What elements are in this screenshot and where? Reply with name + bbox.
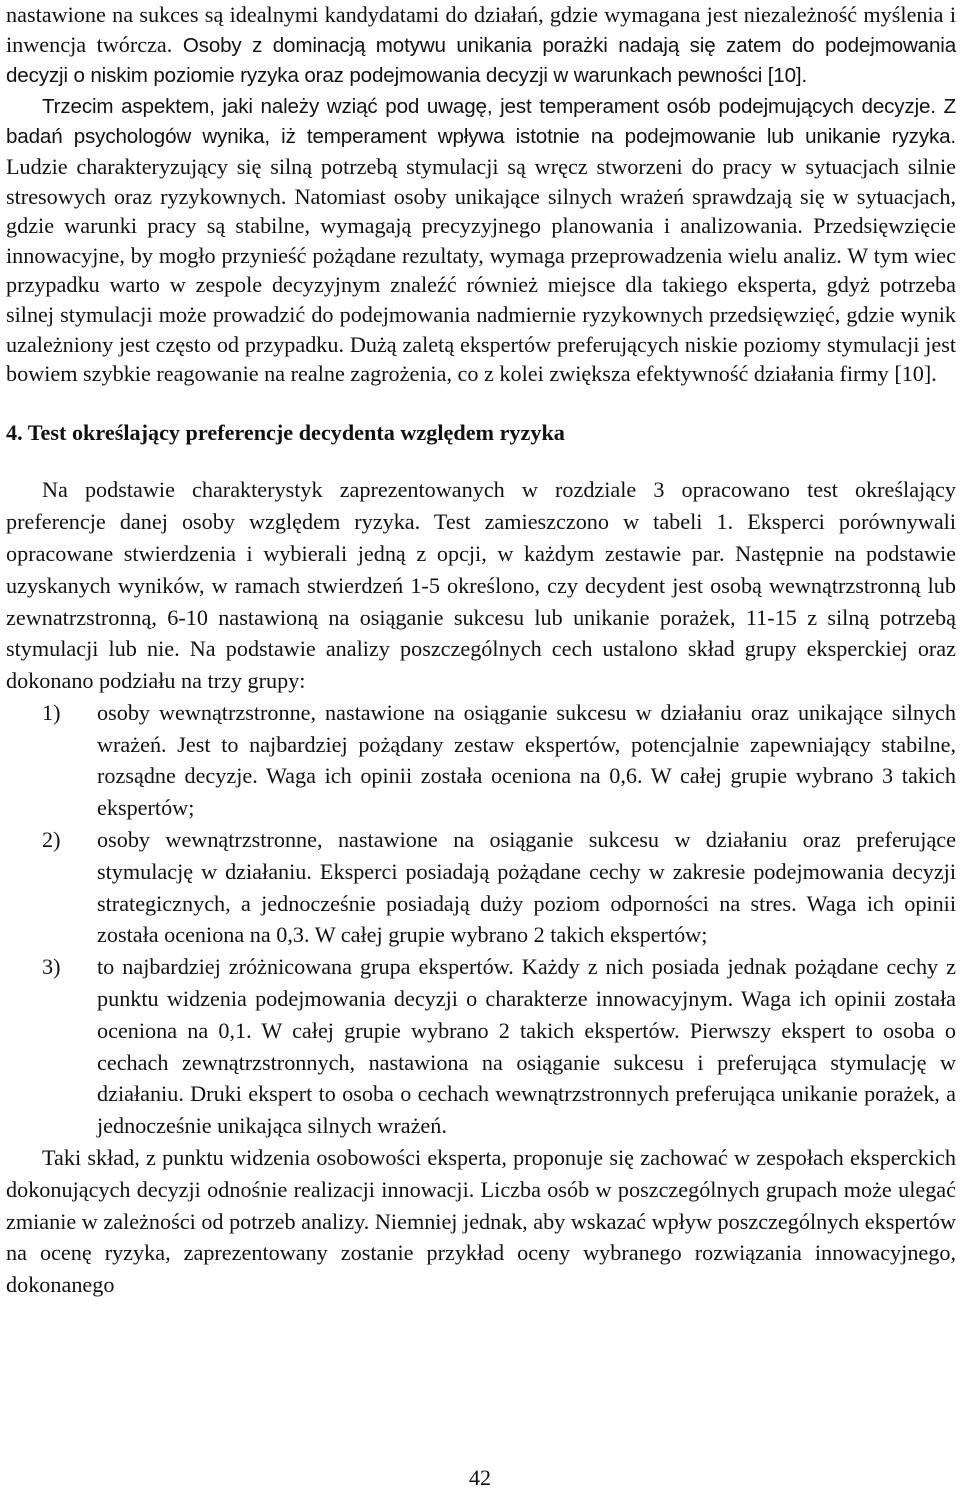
list-item-text: osoby wewnątrzstronne, nastawione na osiąganie sukcesu w działaniu oraz unikające silnych wrażeń. Jest to najbardziej pożądany zestaw ekspertów, potencjalnie zapewniający stabilne, rozsądne decyzje. Waga ich opinii została oceniona na 0,6. W całej grupie wybrano 3 takich ekspertów; — [97, 699, 956, 821]
paragraph-temperament — [6, 91, 956, 389]
list-item-marker: 2) — [42, 827, 61, 853]
paragraph-test: Na podstawie charakterystyk zaprezentowanych w rozdziale 3 opracowano test określający preferencje danej osoby względem ryzyka. Test zamieszczono w tabeli 1. Eksperci porównywali opracowane stwierdzenia i wybierali jedną z opcji, w każdym zestawie par. Następnie na podstawie uzyskanych wyników, w ramach stwierdzeń 1-5 określono, czy decydent jest osobą wewnątrzstronną lub zewnatrzstronną, 6-10 nastawioną na osiąganie sukcesu lub unikanie porażek, 11-15 z silną potrzebą stymulacji lub nie. Na podstawie analizy poszczególnych cech ustalono skład grupy eksperckiej oraz dokonano podziału na trzy grupy: — [6, 477, 956, 694]
paragraph-continuation — [6, 0, 956, 91]
document-page — [6, 0, 956, 1301]
temperament-sentence-2: Z badań psychologów wynika, iż temperament wpływa istotnie na podejmowanie lub unikanie ryzyka. — [6, 94, 956, 149]
list-item-marker: 1) — [42, 699, 61, 725]
list-item — [6, 824, 956, 951]
list-item-text: to najbardziej zróżnicowana grupa ekspertów. Każdy z nich posiada jednak pożądane cechy z punktu widzenia podejmowania decyzji o charakterze innowacyjnym. Waga ich opinii została oceniona na 0,1. W całej grupie wybrano 2 takich ekspertów. Pierwszy ekspert to osoba o cechach zewnątrzstronnych, nastawiona na osiąganie sukcesu i preferująca stymulację w działaniu. Druki ekspert to osoba o cechach wewnątrzstronnych preferująca unikanie porażek, a jednocześnie unikająca silnych wrażeń. — [97, 954, 956, 1139]
temperament-sentence-3: Ludzie charakteryzujący się silną potrzebą stymulacji są wręcz stworzeni do pracy w sytuacjach silnie stresowych oraz ryzykownych. Natomiast osoby unikające silnych wrażeń sprawdzają się w sytuacjach, gdzie warunki pracy są stabilne, wymagają precyzyjnego planowania i analizowania. Przedsięwzięcie innowacyjne, by mogło przynieść pożądane rezultaty, wymaga przeprowadzenia wielu analiz. W tym wiec przypadku warto w zespole decyzyjnym znaleźć również miejsce dla takiego eksperta, gdyż potrzeba silnej stymulacji może prowadzić do podejmowania nadmiernie ryzykownych przedsięwzięć, gdzie wynik uzależniony jest często od przypadku. Dużą zaletą ekspertów preferujących niskie poziomy stymulacji jest bowiem szybkie reagowanie na realne zagrożenia, co z kolei zwiększa efektywność działania firmy [10]. — [6, 153, 956, 387]
list-item-text: osoby wewnątrzstronne, nastawione na osiąganie sukcesu w działaniu oraz preferujące stymulację w działaniu. Eksperci posiadają pożądane cechy w zakresie podejmowania decyzji strategicznych, a jednocześnie posiadają duży poziom odporności na stres. Waga ich opinii została oceniona na 0,3. W całej grupie wybrano 2 takich ekspertów; — [97, 827, 956, 948]
list-item — [6, 697, 956, 824]
section-heading: 4. Test określający preferencje decydenta względem ryzyka — [6, 419, 565, 445]
continuation-sentence-1: nastawione na sukces są idealnymi kandydatami do działań, gdzie wymagana jest niezależność myślenia i inwencja twórcza. — [6, 2, 956, 57]
paragraph-final: Taki skład, z punktu widzenia osobowości eksperta, proponuje się zachować w zespołach eksperckich dokonujących decyzji odnośnie realizacji innowacji. Liczba osób w poszczególnych grupach może ulegać zmianie w zależności od potrzeb analizy. Niemniej jednak, aby wskazać wpływ poszczególnych ekspertów na ocenę ryzyka, zaprezentowany zostanie przykład oceny wybranego rozwiązania innowacyjnego, dokonanego — [6, 1145, 956, 1298]
temperament-sentence-1: Trzecim aspektem, jaki należy wziąć pod uwagę, jest temperament osób podejmujących decyzje. — [42, 94, 936, 118]
page-number: 42 — [469, 1465, 491, 1490]
expert-groups-list — [6, 697, 956, 1142]
continuation-sentence-2: Osoby z dominacją motywu unikania porażki nadają się zatem do podejmowania decyzji o niskim poziomie ryzyka oraz podejmowania decyzji w warunkach pewności [10]. — [6, 33, 956, 88]
list-item — [6, 951, 956, 1142]
list-item-marker: 3) — [42, 954, 61, 980]
